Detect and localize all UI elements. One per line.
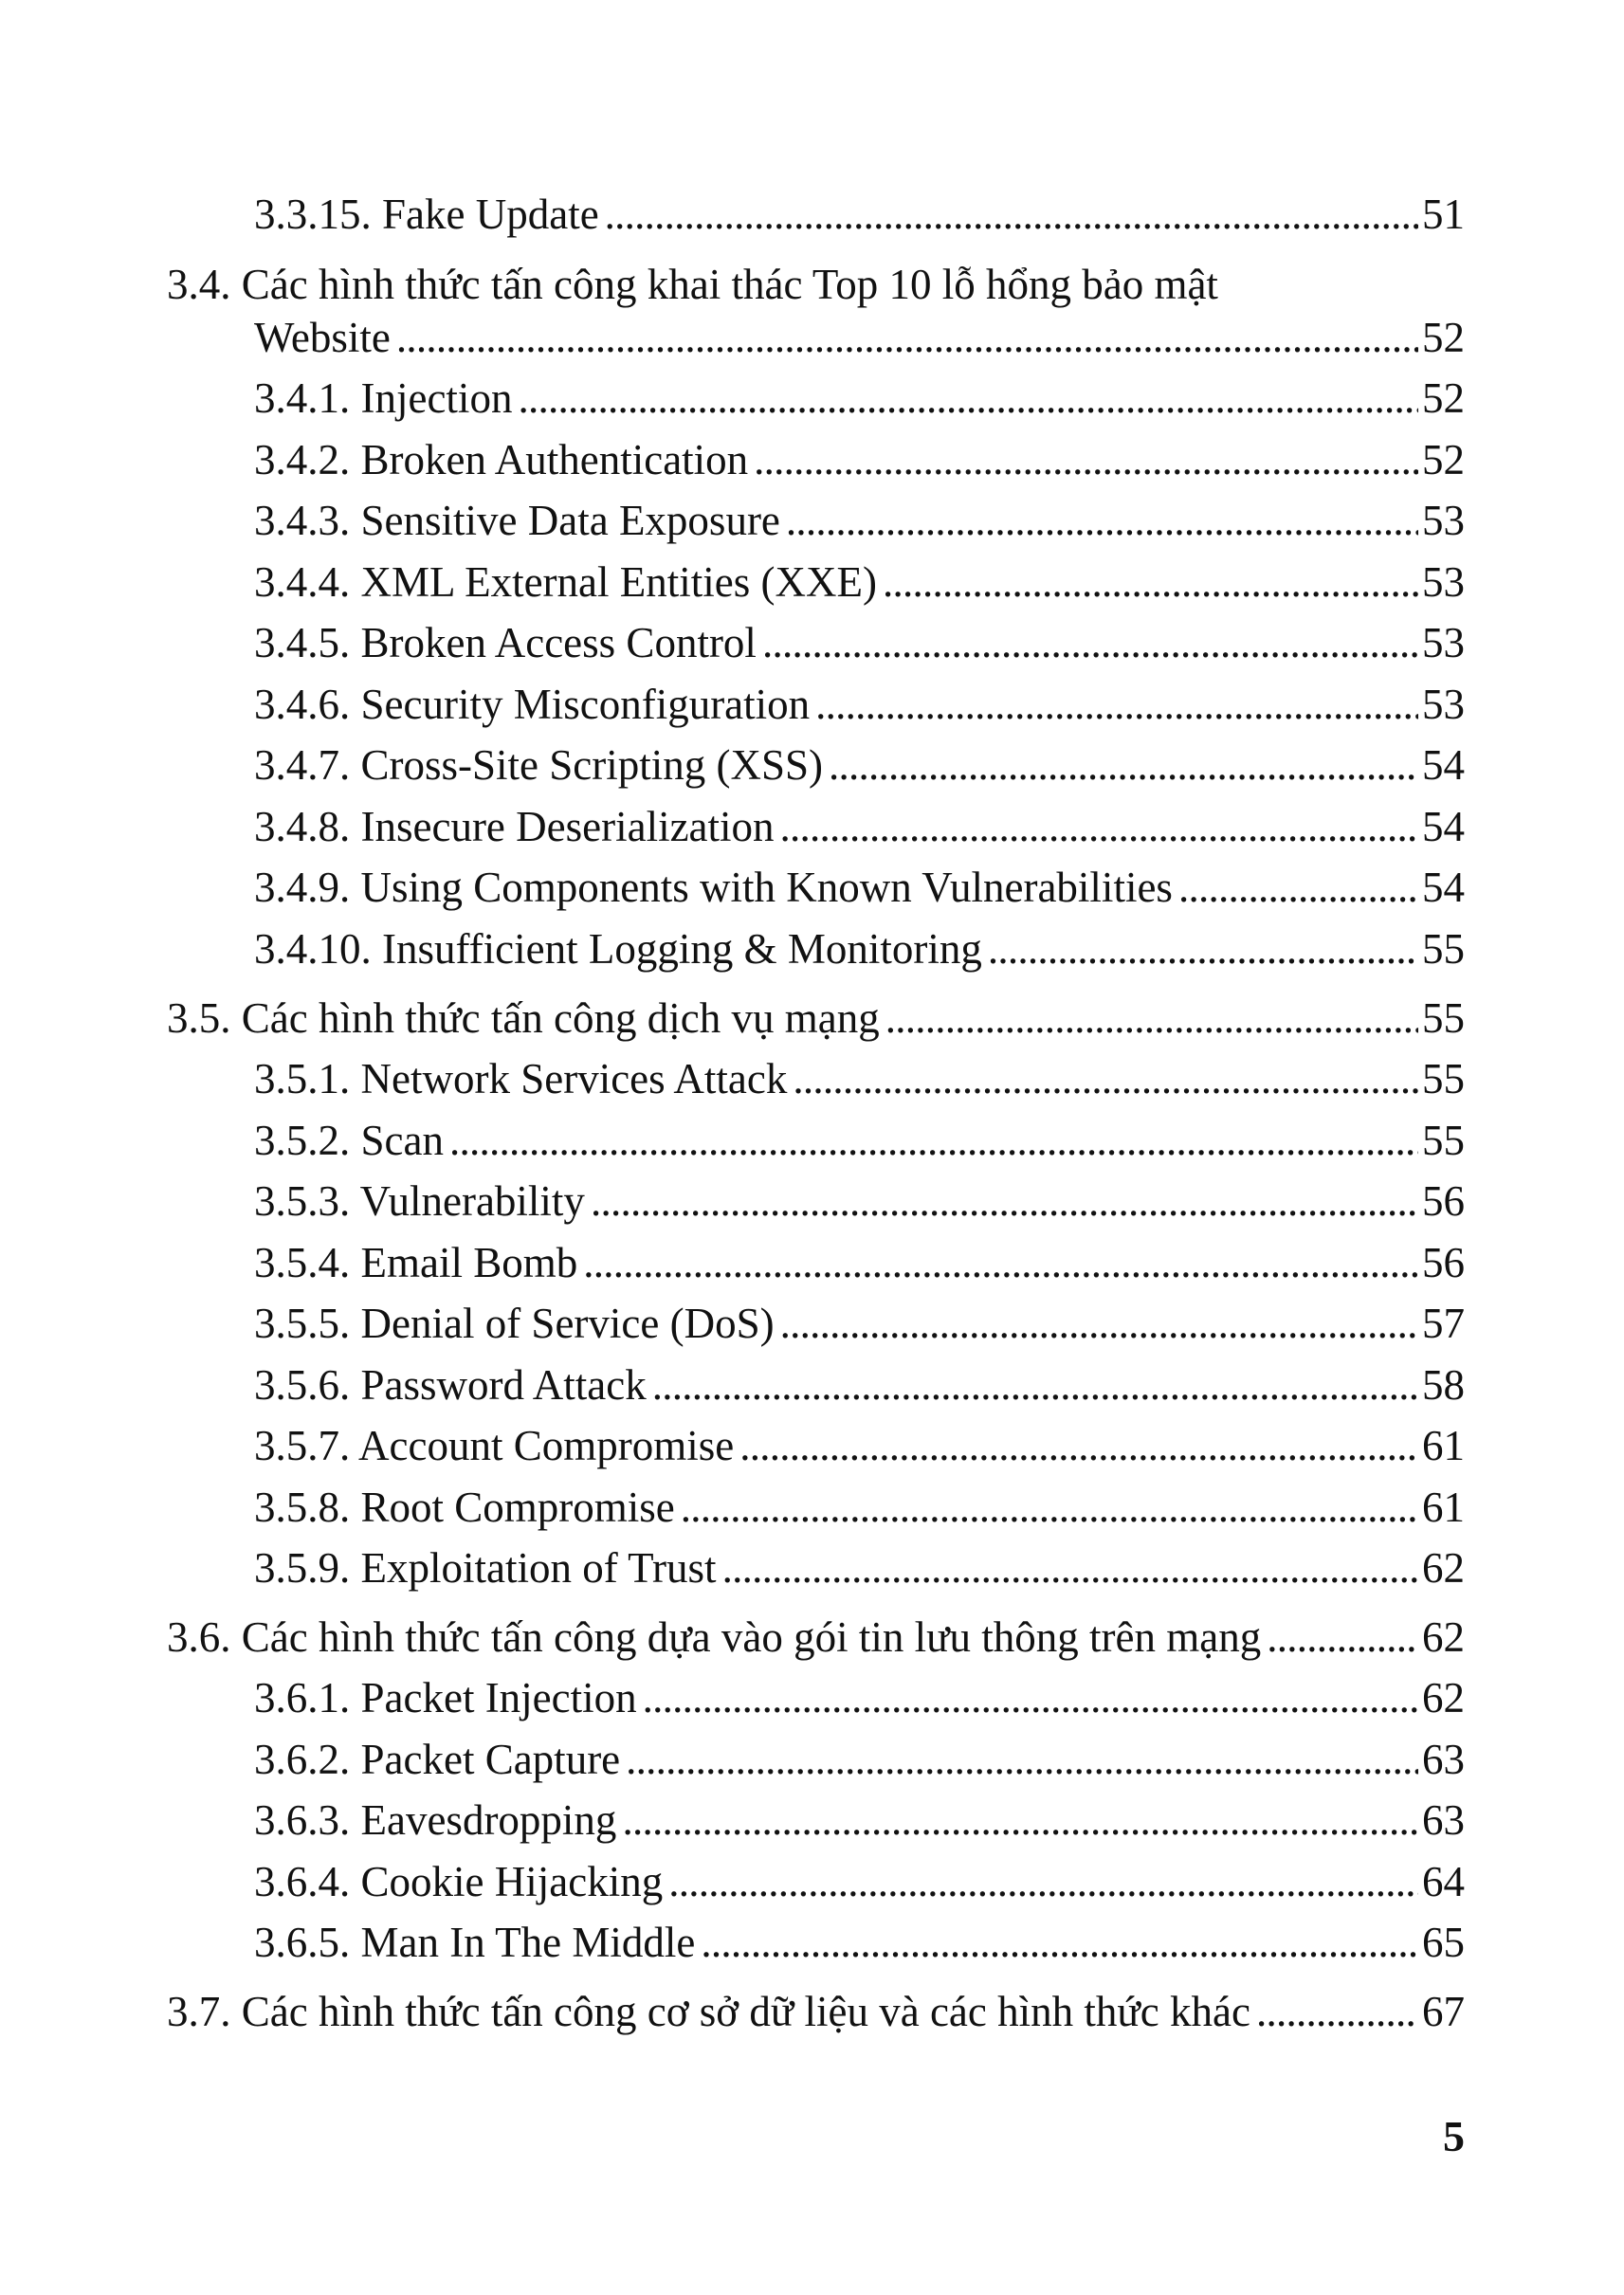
toc-entry: [254, 1360, 1465, 1410]
toc-entry-label: 3.4.2. Broken Authentication: [254, 436, 749, 483]
toc-leader-dots: [829, 740, 1418, 790]
toc-entry: [254, 863, 1465, 912]
toc-entry-label: 3.5.5. Denial of Service (DoS): [254, 1300, 775, 1347]
toc-entry: [254, 1421, 1465, 1470]
toc-leader-dots: [780, 1299, 1418, 1348]
toc-entry-page: 56: [1422, 1177, 1465, 1225]
toc-entry-label: 3.4.3. Sensitive Data Exposure: [254, 497, 780, 544]
toc-entry: [254, 802, 1465, 851]
toc-leader-dots: [793, 1054, 1418, 1103]
toc-entry-label: Website: [254, 314, 391, 361]
toc-entry-label: 3.4.4. XML External Entities (XXE): [254, 558, 877, 606]
toc-entry-page: 53: [1422, 619, 1465, 666]
toc-entry-page: 53: [1422, 558, 1465, 606]
toc-entry-label: 3.5.1. Network Services Attack: [254, 1055, 788, 1102]
toc-entry-label: 3.5. Các hình thức tấn công dịch vụ mạng: [167, 994, 880, 1042]
toc-leader-dots: [622, 1795, 1418, 1845]
toc-leader-dots: [739, 1421, 1418, 1470]
toc-entry: [167, 1987, 1465, 2036]
toc-entry: [254, 1299, 1465, 1348]
toc-leader-dots: [668, 1857, 1418, 1906]
toc-entry-page: 54: [1422, 803, 1465, 850]
toc-entry-label: 3.4.8. Insecure Deserialization: [254, 803, 775, 850]
toc-leader-dots: [815, 680, 1418, 729]
toc-entry-label: 3.4.9. Using Components with Known Vulnerabilities: [254, 864, 1173, 911]
toc-entry: [254, 496, 1465, 545]
toc-entry: [254, 740, 1465, 790]
toc-entry-label: 3.6.1. Packet Injection: [254, 1674, 637, 1721]
toc-entry-page: 53: [1422, 681, 1465, 728]
toc-leader-dots: [762, 618, 1418, 667]
toc-entry: [254, 435, 1465, 484]
toc-entry-label: 3.4.6. Security Misconfiguration: [254, 681, 811, 728]
toc-entry-label: 3.5.7. Account Compromise: [254, 1422, 735, 1469]
toc-leader-dots: [786, 496, 1418, 545]
toc-entry: [167, 1612, 1465, 1662]
toc-entry-label: 3.7. Các hình thức tấn công cơ sở dữ liệu và các hình thức khác: [167, 1988, 1250, 2035]
toc-entry-page: 63: [1422, 1736, 1465, 1783]
toc-leader-dots: [626, 1735, 1418, 1784]
toc-entry-label: 3.5.6. Password Attack: [254, 1361, 647, 1409]
toc-entry-label: 3.6. Các hình thức tấn công dựa vào gói tin lưu thông trên mạng: [167, 1613, 1262, 1661]
toc-entry: [254, 1238, 1465, 1287]
toc-entry-label: 3.5.4. Email Bomb: [254, 1239, 578, 1286]
toc-entry-page: 58: [1422, 1361, 1465, 1409]
toc-entry-label: 3.6.4. Cookie Hijacking: [254, 1858, 664, 1905]
toc-leader-dots: [605, 190, 1418, 239]
toc-entry: [254, 1795, 1465, 1845]
toc-entry-label: 3.4.10. Insufficient Logging & Monitoring: [254, 925, 982, 973]
toc-entry-label: 3.5.3. Vulnerability: [254, 1177, 585, 1225]
page-number: 5: [1443, 2112, 1465, 2160]
toc-entry-page: 61: [1422, 1422, 1465, 1469]
toc-entry-page: 55: [1422, 925, 1465, 973]
toc-entry: [254, 1176, 1465, 1226]
toc-entry-page: 61: [1422, 1484, 1465, 1531]
toc-leader-dots: [583, 1238, 1418, 1287]
toc-entry-page: 52: [1422, 314, 1465, 361]
toc-leader-dots: [396, 313, 1418, 362]
toc-entry-page: 55: [1422, 994, 1465, 1042]
toc-leader-dots: [754, 435, 1418, 484]
toc-entry: [254, 618, 1465, 667]
toc-entry-label: 3.3.15. Fake Update: [254, 191, 599, 238]
toc-entry-page: 53: [1422, 497, 1465, 544]
toc-entry-label: 3.5.2. Scan: [254, 1117, 444, 1164]
toc-entry-label: 3.6.3. Eavesdropping: [254, 1796, 617, 1844]
toc-entry: [254, 924, 1465, 974]
toc-entry: [254, 313, 1465, 362]
toc-entry-page: 51: [1422, 191, 1465, 238]
toc-leader-dots: [681, 1483, 1418, 1532]
toc-entry: [167, 993, 1465, 1043]
toc-entry-page: 62: [1422, 1613, 1465, 1661]
toc-entry-label: 3.5.8. Root Compromise: [254, 1484, 675, 1531]
toc-entry: [254, 1116, 1465, 1165]
toc-entry-label: 3.4.1. Injection: [254, 374, 513, 422]
toc-leader-dots: [518, 373, 1418, 423]
toc-entry: [254, 190, 1465, 239]
toc-leader-dots: [701, 1918, 1418, 1967]
toc-leader-dots: [643, 1673, 1418, 1722]
toc-entry-page: 52: [1422, 436, 1465, 483]
toc-leader-dots: [1178, 863, 1418, 912]
toc-entry-page: 52: [1422, 374, 1465, 422]
toc-entry-page: 55: [1422, 1117, 1465, 1164]
toc-entry-label: 3.6.2. Packet Capture: [254, 1736, 621, 1783]
toc-entry-page: 62: [1422, 1674, 1465, 1721]
toc-entry: [254, 1735, 1465, 1784]
toc-leader-dots: [883, 557, 1418, 607]
toc-leader-dots: [988, 924, 1418, 974]
toc-entry-page: 54: [1422, 741, 1465, 789]
toc-leader-dots: [1256, 1987, 1418, 2036]
toc-entry-page: 62: [1422, 1544, 1465, 1592]
toc-entry: [254, 1918, 1465, 1967]
toc-entry-page: 65: [1422, 1919, 1465, 1966]
toc-entry-page: 56: [1422, 1239, 1465, 1286]
toc-entry: [254, 557, 1465, 607]
toc-section-title: 3.4. Các hình thức tấn công khai thác Top 10 lỗ hổng bảo mật: [167, 261, 1218, 308]
toc-entry-page: 54: [1422, 864, 1465, 911]
toc-entry: [254, 1857, 1465, 1906]
toc-entry-page: 64: [1422, 1858, 1465, 1905]
toc-entry: [254, 1483, 1465, 1532]
toc-leader-dots: [591, 1176, 1418, 1226]
toc-leader-dots: [1267, 1612, 1418, 1662]
toc-entry: [254, 680, 1465, 729]
toc-leader-dots: [722, 1543, 1418, 1593]
toc-leader-dots: [652, 1360, 1418, 1410]
toc-entry-page: 63: [1422, 1796, 1465, 1844]
toc-entry: [254, 1673, 1465, 1722]
toc-entry: [254, 1543, 1465, 1593]
toc-entry-page: 57: [1422, 1300, 1465, 1347]
toc-leader-dots: [449, 1116, 1418, 1165]
toc-entry-page: 67: [1422, 1988, 1465, 2035]
toc-leader-dots: [780, 802, 1418, 851]
toc-leader-dots: [885, 993, 1418, 1043]
toc-entry-label: 3.4.7. Cross-Site Scripting (XSS): [254, 741, 824, 789]
toc-entry-page: 55: [1422, 1055, 1465, 1102]
toc-entry-label: 3.4.5. Broken Access Control: [254, 619, 757, 666]
toc-entry-label: 3.5.9. Exploitation of Trust: [254, 1544, 717, 1592]
toc-entry: [254, 1054, 1465, 1103]
toc-entry-label: 3.6.5. Man In The Middle: [254, 1919, 696, 1966]
toc-entry: [254, 373, 1465, 423]
